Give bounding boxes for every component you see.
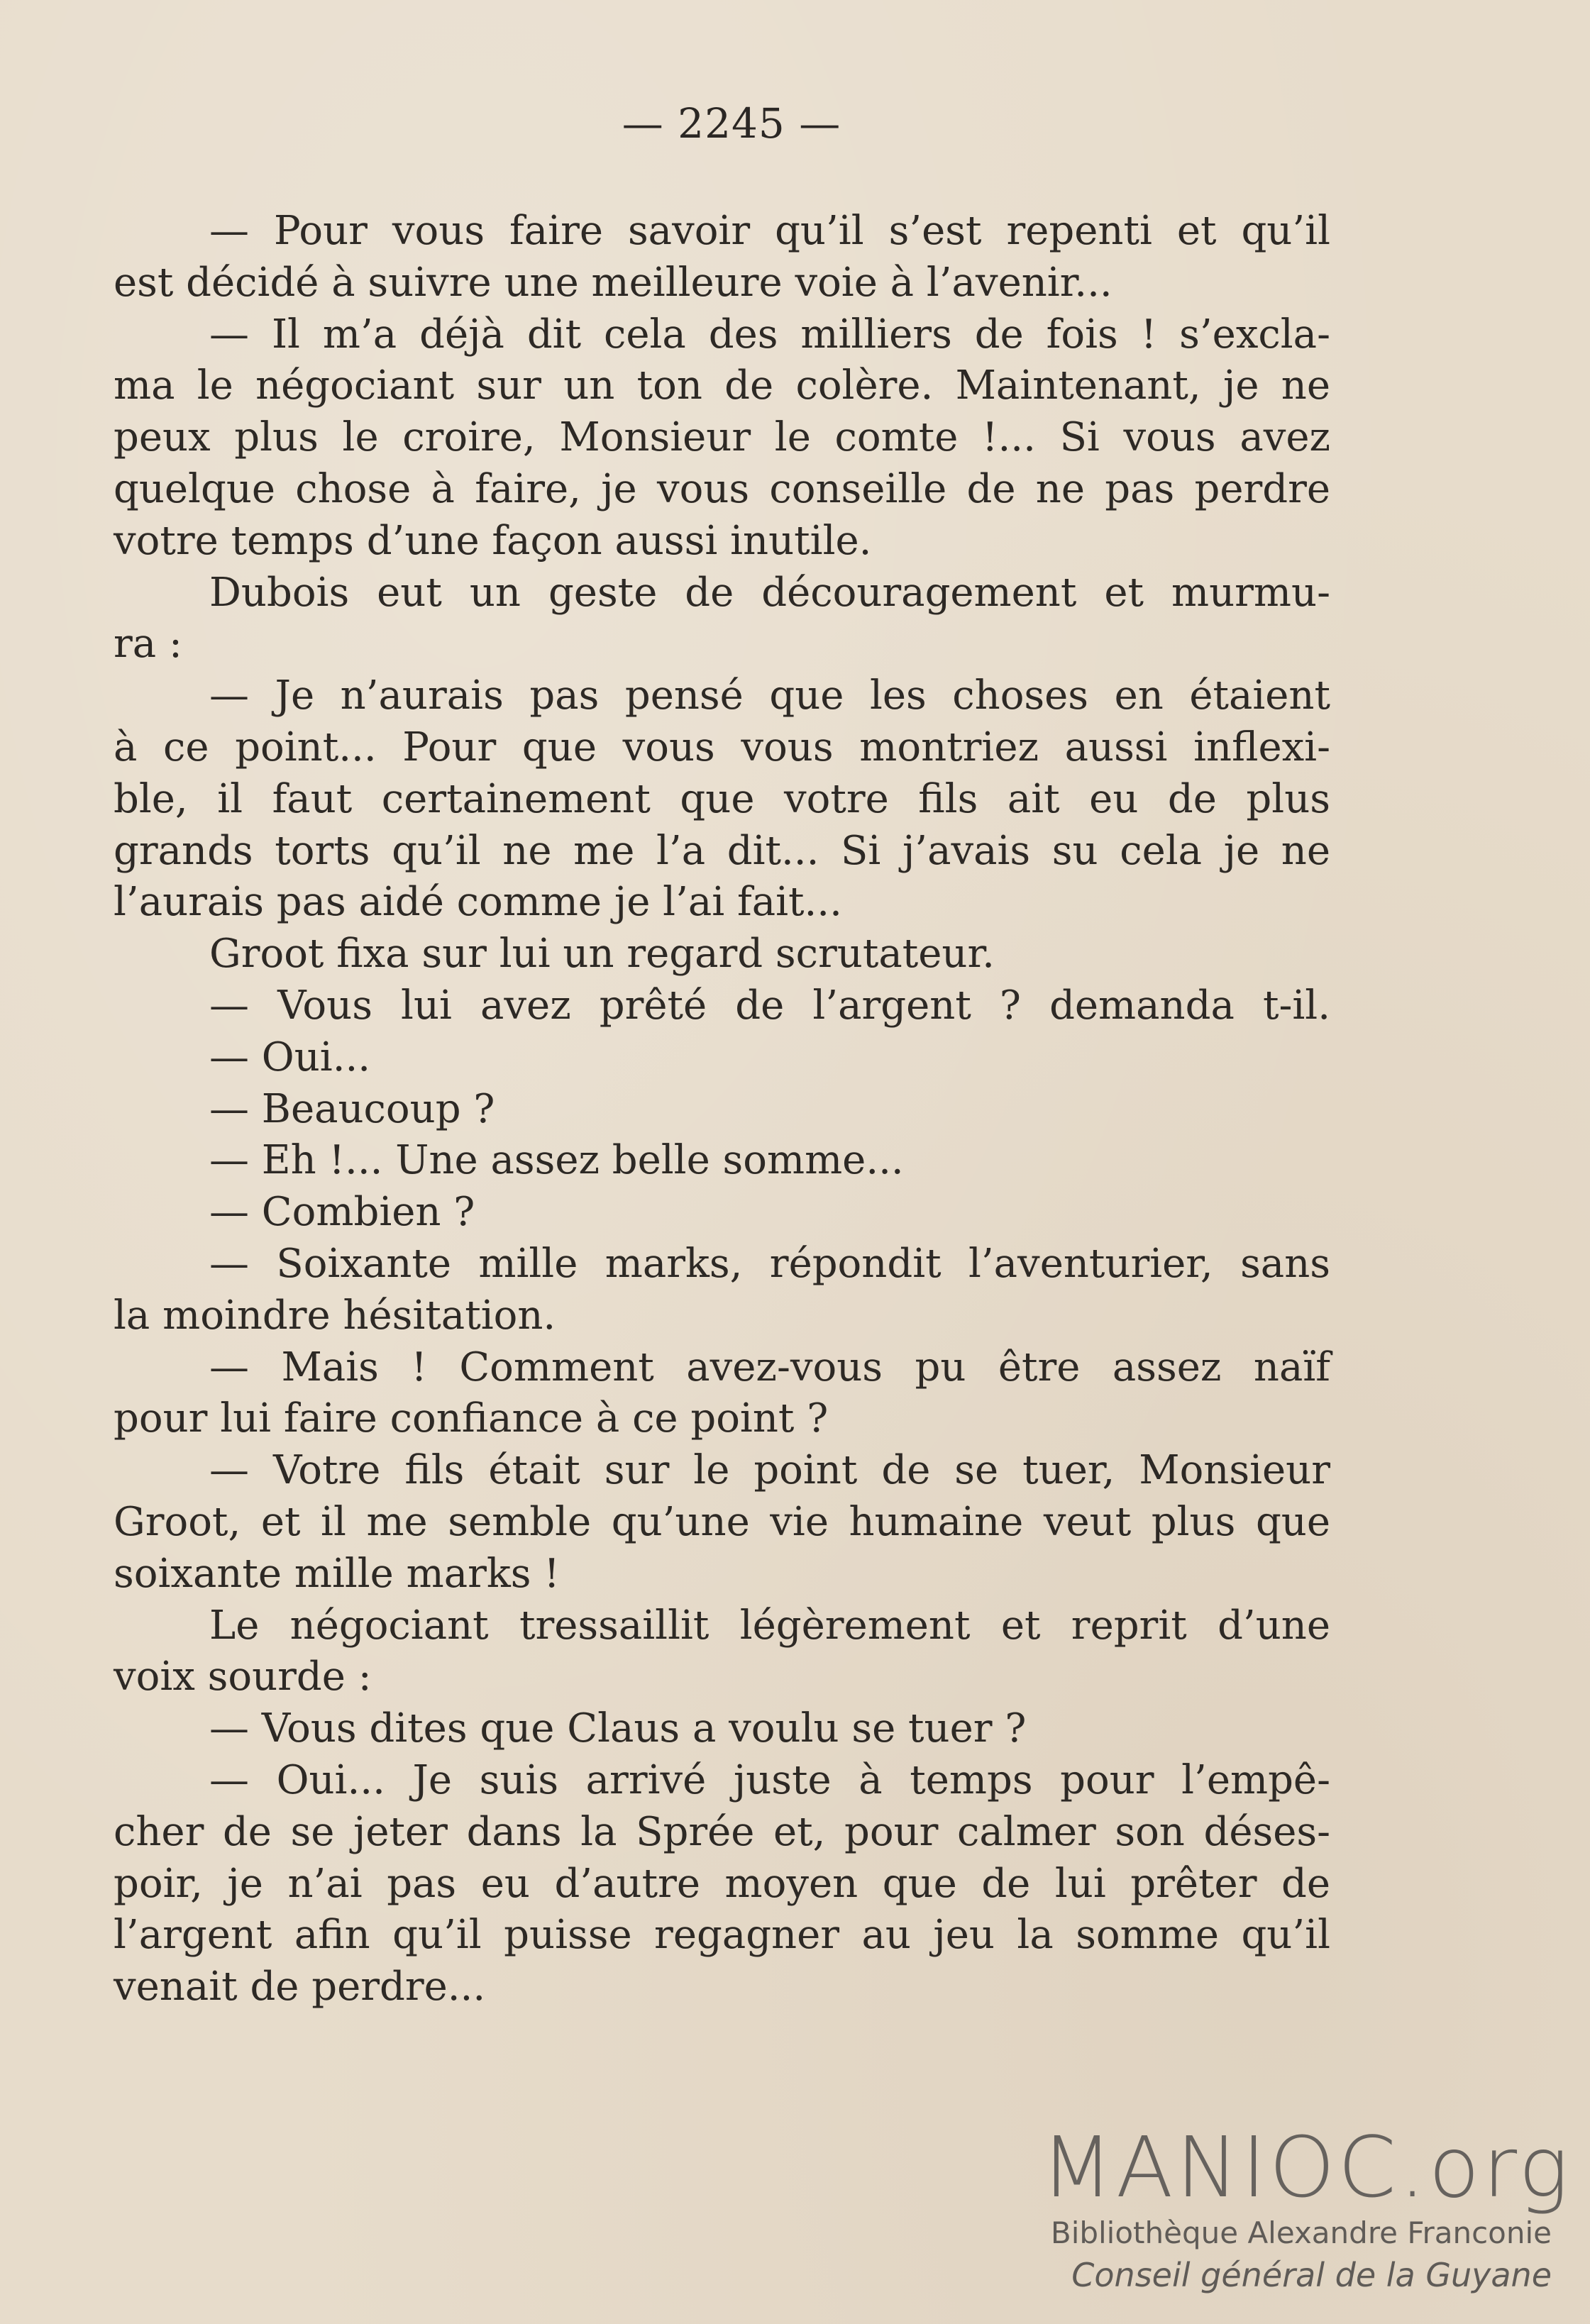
text-line: soixante mille marks ! <box>114 1550 560 1597</box>
text-line: peux plus le croire, Monsieur le comte !... Si vous avez <box>114 414 1330 461</box>
text-line: ble, il faut certainement que votre fils ait eu de plus <box>114 775 1330 822</box>
page-number: — 2245 — <box>622 99 841 148</box>
text-line: — Votre fils était sur le point de se tuer, Monsieur <box>209 1447 1330 1494</box>
watermark-library-name: Bibliothèque Alexandre Franconie <box>1050 2215 1552 2250</box>
text-line: — Oui... <box>209 1034 371 1080</box>
text-line: pour lui faire confiance à ce point ? <box>114 1395 829 1442</box>
text-line: — Soixante mille marks, répondit l’aventurier, sans <box>209 1240 1330 1287</box>
text-line: est décidé à suivre une meilleure voie à l’avenir... <box>114 259 1113 306</box>
text-line: l’argent afin qu’il puisse regagner au jeu la somme qu’il <box>114 1912 1330 1959</box>
text-line: Dubois eut un geste de découragement et murmu- <box>209 569 1330 616</box>
text-line: Le négociant tressaillit légèrement et reprit d’une <box>209 1602 1330 1649</box>
text-line: — Il m’a déjà dit cela des milliers de fois ! s’excla- <box>209 311 1330 358</box>
text-line: — Vous dites que Claus a voulu se tuer ? <box>209 1705 1027 1752</box>
text-line: la moindre hésitation. <box>114 1292 556 1339</box>
text-line: — Eh !... Une assez belle somme... <box>209 1137 904 1184</box>
text-line: — Pour vous faire savoir qu’il s’est repenti et qu’il <box>209 208 1330 254</box>
text-line: — Mais ! Comment avez-vous pu être assez naïf <box>209 1344 1330 1390</box>
text-line: Groot fixa sur lui un regard scrutateur. <box>209 931 995 978</box>
manioc-logo: MANIOC.org <box>1041 2118 1572 2216</box>
text-line: — Combien ? <box>209 1189 475 1236</box>
text-line: ma le négociant sur un ton de colère. Maintenant, je ne <box>114 363 1330 409</box>
text-line: cher de se jeter dans la Sprée et, pour calmer son déses- <box>114 1808 1330 1855</box>
text-line: — Beaucoup ? <box>209 1085 495 1132</box>
text-line: votre temps d’une façon aussi inutile. <box>114 517 872 564</box>
body-text <box>114 206 1330 2013</box>
text-line: poir, je n’ai pas eu d’autre moyen que de lui prêter de <box>114 1860 1330 1907</box>
text-line: — Je n’aurais pas pensé que les choses en étaient <box>209 673 1330 719</box>
text-line: — Vous lui avez prêté de l’argent ? demanda t-il. <box>209 982 1330 1029</box>
text-line: quelque chose à faire, je vous conseille de ne pas perdre <box>114 465 1330 512</box>
text-line: Groot, et il me semble qu’une vie humaine veut plus que <box>114 1498 1330 1545</box>
text-line: grands torts qu’il ne me l’a dit... Si j’avais su cela je ne <box>114 827 1330 874</box>
text-line: l’aurais pas aidé comme je l’ai fait... <box>114 879 842 926</box>
text-line: — Oui... Je suis arrivé juste à temps pour l’empê- <box>209 1756 1330 1803</box>
watermark-council-name: Conseil général de la Guyane <box>1071 2256 1552 2294</box>
manioc-watermark <box>1041 2118 1572 2297</box>
text-line: venait de perdre... <box>114 1964 486 2010</box>
text-line: à ce point... Pour que vous vous montriez aussi inflexi- <box>114 724 1330 770</box>
text-line: voix sourde : <box>114 1654 372 1700</box>
text-line: ra : <box>114 621 182 668</box>
